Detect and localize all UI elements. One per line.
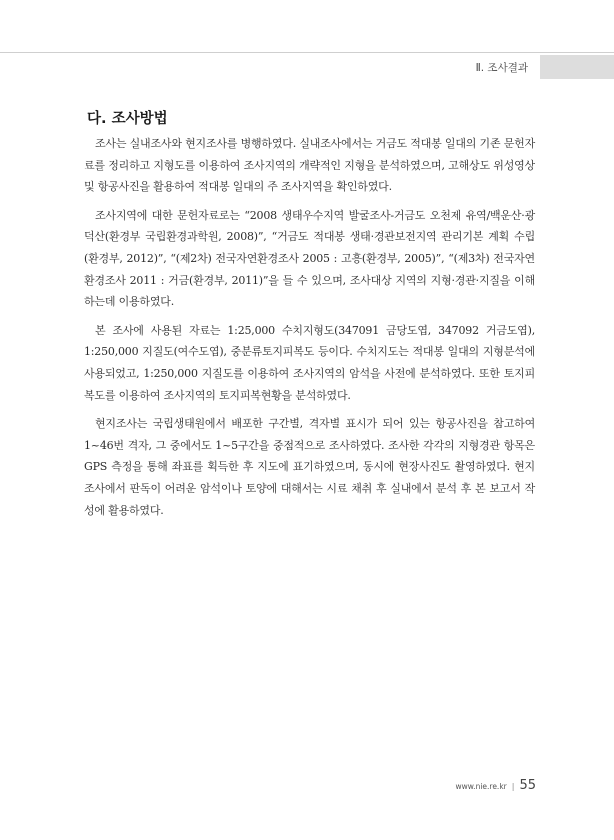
paragraph-field-survey: 현지조사는 국립생태원에서 배포한 구간별, 격자별 표시가 되어 있는 항공사진을 참고하여 1~46번 격자, 그 중에서도 1~5구간을 중점적으로 조사하였다. 조사한 각각의 지형경관 항목은 GPS 측정을 통해 좌표를 획득한 후 지도에 표기하였으며, 동시에 현장사진도 촬영하였다. 현지조사에서 판독이 어려운 암석이나 토양에 대해서는 시료 채취 후 실내에서 분석 후 본 보고서 작성에 활용하였다. <box>84 417 535 517</box>
body-text <box>84 133 535 528</box>
section-title: 다. 조사방법 <box>87 111 168 127</box>
footer-separator: | <box>511 782 515 791</box>
page-footer <box>455 778 536 793</box>
paragraph-literature: 조사지역에 대한 문헌자료로는 “2008 생태우수지역 발굴조사-거금도 오천제 유역/백운산·광덕산(환경부 국립환경과학원, 2008)”, “거금도 적대봉 생태·경관보전지역 관리기본 계획 수립(환경부, 2012)”, “(제2차) 전국자연환경조사 2005 : 고흥(환경부, 2005)”, “(제3차) 전국자연환경조사 2011 : 거금(환경부, 2011)”을 들 수 있으며, 조사대상 지역의 지형·경관·지질을 이해하는데 이용하였다. <box>84 208 535 309</box>
paragraph-survey-overview: 조사는 실내조사와 현지조사를 병행하였다. 실내조사에서는 거금도 적대봉 일대의 기존 문헌자료를 정리하고 지형도를 이용하여 조사지역의 개략적인 지형을 분석하였으며, 고해상도 위성영상 및 항공사진을 활용하여 적대봉 일대의 주 조사지역을 확인하였다. <box>84 137 535 194</box>
header-rule <box>0 52 614 53</box>
page-number: 55 <box>519 778 536 793</box>
chapter-tab-marker <box>540 55 614 79</box>
footer-url: www.nie.re.kr <box>455 782 507 791</box>
paragraph-data-sources: 본 조사에 사용된 자료는 1:25,000 수치지형도(347091 금당도엽, 347092 거금도엽), 1:250,000 지질도(여수도엽), 중분류토지피복도 등이다. 수치지도는 적대봉 일대의 지형분석에 사용되었고, 1:250,000 지질도를 이용하여 조사지역의 암석을 사전에 분석하였다. 또한 토지피복도를 이용하여 조사지역의 토지피복현황을 분석하였다. <box>84 323 535 402</box>
chapter-label: Ⅱ. 조사결과 <box>475 62 528 74</box>
